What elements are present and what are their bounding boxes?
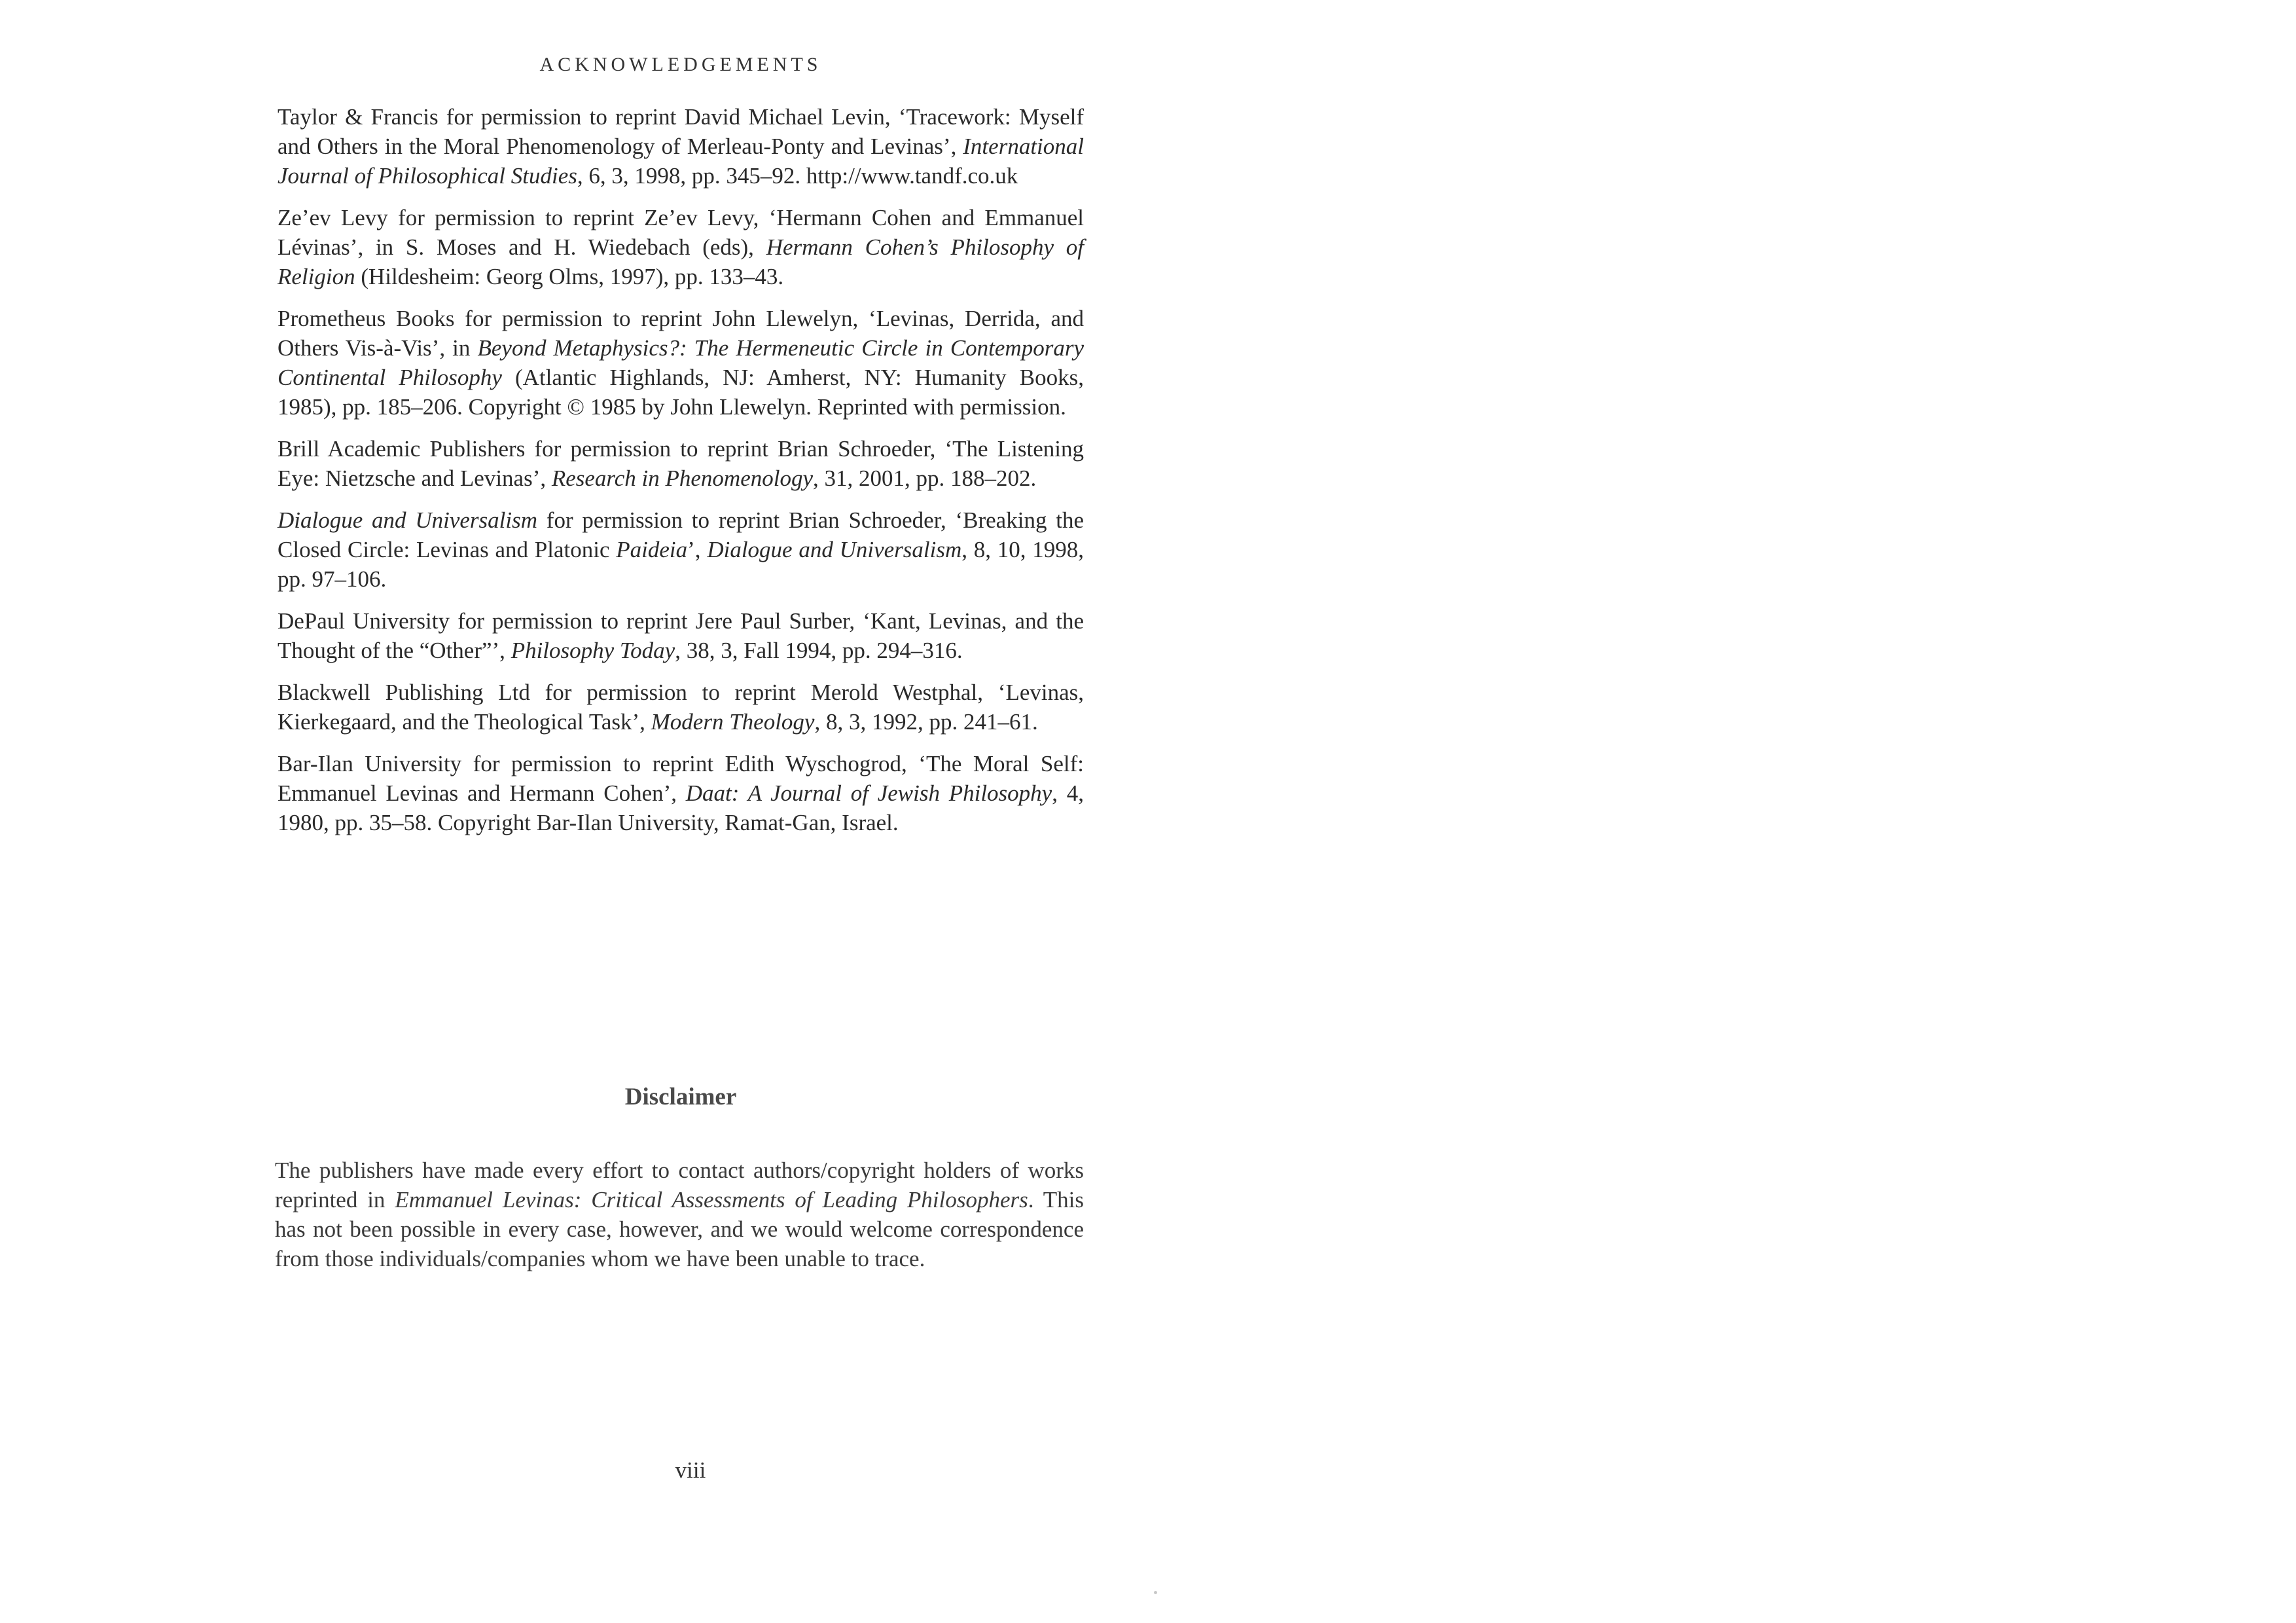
text-run: Bar-Ilan University for permission to reprint Edith Wyschogrod, ‘The Moral Self: Emmanuel Levinas and Hermann Cohen’,	[278, 751, 1084, 806]
italic-title: Paideia	[616, 537, 688, 562]
text-run: The publishers have made every effort to contact authors/copyright holders of works reprinted in	[275, 1158, 1084, 1213]
italic-title: International Journal of Philosophical Studies	[278, 134, 1084, 189]
italic-title: Beyond Metaphysics?: The Hermeneutic Circle in Contemporary Continental Philosophy	[278, 335, 1084, 390]
text-run: Taylor & Francis for permission to reprint David Michael Levin, ‘Tracework: Myself and Others in the Moral Phenomenology of Merleau-Ponty and Levinas’,	[278, 104, 1084, 159]
acknowledgement-entry	[278, 505, 1084, 594]
text-run: (Hildesheim: Georg Olms, 1997), pp. 133–43.	[355, 264, 784, 289]
italic-title: Dialogue and Universalism	[278, 507, 538, 533]
acknowledgement-entry	[278, 102, 1084, 191]
acknowledgement-entry	[278, 304, 1084, 422]
disclaimer-heading: Disclaimer	[624, 1084, 737, 1110]
text-run: Prometheus Books for permission to reprint John Llewelyn, ‘Levinas, Derrida, and Others Vis-à-Vis’, in	[278, 306, 1084, 361]
page-number: viii	[675, 1457, 706, 1483]
italic-title: Hermann Cohen’s Philosophy of Religion	[278, 234, 1084, 289]
acknowledgement-entry	[278, 678, 1084, 737]
italic-title: Modern Theology	[651, 709, 815, 735]
italic-title: Emmanuel Levinas: Critical Assessments of Leading Philosophers	[395, 1187, 1028, 1213]
text-run: for permission to reprint Brian Schroeder, ‘Breaking the Closed Circle: Levinas and Platonic	[278, 507, 1084, 562]
italic-title: Research in Phenomenology	[551, 465, 813, 491]
text-run: , 8, 10, 1998, pp. 97–106.	[278, 537, 1084, 592]
text-run: , 6, 3, 1998, pp. 345–92. http://www.tandf.co.uk	[577, 163, 1018, 189]
acknowledgement-entry	[278, 606, 1084, 665]
acknowledgement-entry	[278, 203, 1084, 291]
text-run: (Atlantic Highlands, NJ: Amherst, NY: Humanity Books, 1985), pp. 185–206. Copyright © 1985 by John Llewelyn. Reprinted with permission.	[278, 365, 1084, 420]
scan-speck	[1154, 1591, 1157, 1594]
italic-title: Daat: A Journal of Jewish Philosophy	[685, 780, 1052, 806]
running-head: ACKNOWLEDGEMENTS	[539, 54, 822, 75]
text-run: Brill Academic Publishers for permission to reprint Brian Schroeder, ‘The Listening Eye: Nietzsche and Levinas’,	[278, 436, 1084, 491]
text-run: Ze’ev Levy for permission to reprint Ze’ev Levy, ‘Hermann Cohen and Emmanuel Lévinas’, in S. Moses and H. Wiedebach (eds),	[278, 205, 1084, 260]
text-run: . This has not been possible in every case, however, and we would welcome correspondence from those individuals/companies whom we have been unable to trace.	[275, 1187, 1084, 1271]
text-run: , 4, 1980, pp. 35–58. Copyright Bar-Ilan University, Ramat-Gan, Israel.	[278, 780, 1084, 835]
italic-title: Dialogue and Universalism	[707, 537, 962, 562]
acknowledgement-entry	[278, 749, 1084, 837]
acknowledgement-entry	[278, 434, 1084, 493]
disclaimer-text	[275, 1156, 1084, 1273]
text-run: ’,	[687, 537, 708, 562]
text-run: , 8, 3, 1992, pp. 241–61.	[814, 709, 1038, 735]
text-run: , 31, 2001, pp. 188–202.	[813, 465, 1037, 491]
acknowledgement-list	[278, 102, 1084, 850]
text-run: DePaul University for permission to reprint Jere Paul Surber, ‘Kant, Levinas, and the Thought of the “Other”’,	[278, 608, 1084, 663]
text-run: , 38, 3, Fall 1994, pp. 294–316.	[675, 638, 963, 663]
italic-title: Philosophy Today	[511, 638, 675, 663]
text-run: Blackwell Publishing Ltd for permission to reprint Merold Westphal, ‘Levinas, Kierkegaard, and the Theological Task’,	[278, 680, 1084, 735]
